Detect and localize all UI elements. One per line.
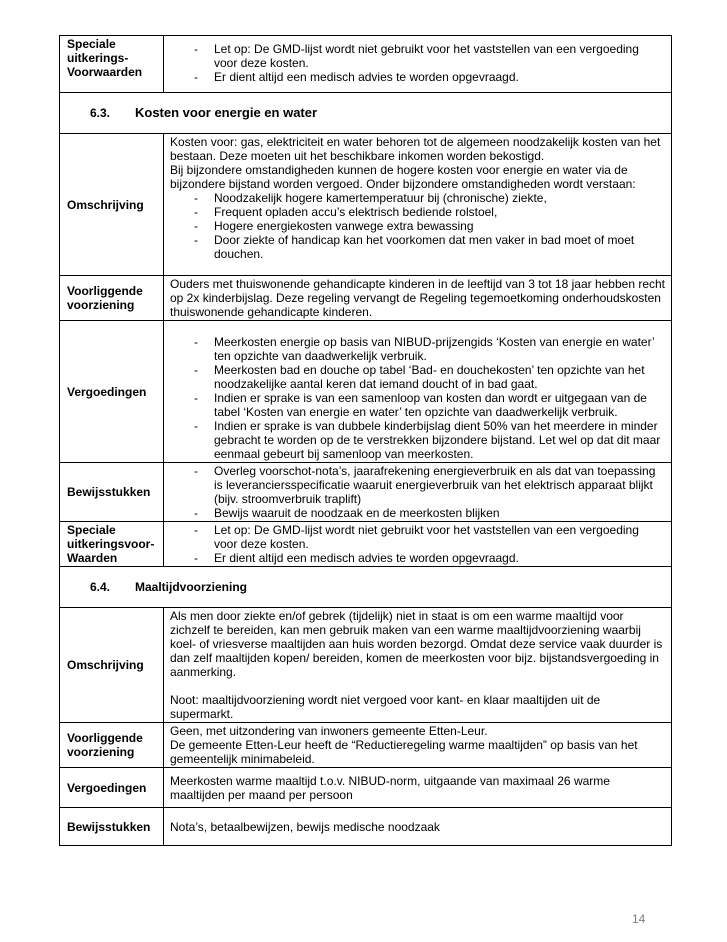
bullet-list: [170, 191, 665, 261]
label-line: voorziening: [67, 745, 135, 759]
row-content: [164, 522, 672, 567]
list-item: - Indien er sprake is van een samenloop van kosten dan wordt er uitgegaan van de tabel ‘Kosten van energie en water’ ten opzichte van daadwerkelijk verbruik.: [170, 391, 665, 419]
row-omschrijving-6-4: [60, 608, 672, 723]
section-title: Kosten voor energie en water: [135, 105, 318, 120]
row-label: [60, 276, 164, 321]
section-number: 6.3.: [90, 106, 111, 120]
row-voorliggende-6-4: [60, 723, 672, 768]
row-content: [164, 36, 672, 93]
bullet-list: [170, 335, 665, 461]
page-number: 14: [632, 912, 646, 926]
label-line: Speciale: [67, 37, 116, 51]
row-content: [164, 463, 672, 522]
list-item: - Meerkosten bad en douche op tabel ‘Bad- en douchekosten’ ten opzichte van het noodzakelijke aantal keren dat iemand doucht of in bad gaat.: [170, 363, 665, 391]
list-item: - Frequent opladen accu’s elektrisch bediende rolstoel,: [170, 205, 665, 219]
bullet-list: [170, 523, 665, 565]
list-item: - Bewijs waaruit de noodzaak en de meerkosten blijken: [170, 506, 665, 520]
list-item: - Er dient altijd een medisch advies te worden opgevraagd.: [170, 551, 665, 565]
row-label: Vergoedingen: [60, 321, 164, 463]
list-item: - Indien er sprake is van dubbele kinderbijslag dient 50% van het meerdere in minder gebracht te worden op de te verstrekken bijzondere bijstand. Let wel op dat dit maar eenmaal gebeurt bij samenloop van meerkosten.: [170, 419, 665, 461]
label-line: uitkerings-: [67, 51, 129, 65]
paragraph: Bij bijzondere omstandigheden kunnen de hogere kosten voor energie en water via de bijzondere bijstand worden vergoed. Onder bijzondere omstandigheden wordt verstaan:: [170, 163, 636, 191]
row-vergoedingen-6-4: [60, 768, 672, 808]
list-item: - Door ziekte of handicap kan het voorkomen dat men vaker in bad moet of moet douchen.: [170, 233, 665, 261]
section-heading: [60, 93, 672, 134]
row-content: Meerkosten warme maaltijd t.o.v. NIBUD-norm, uitgaande van maximaal 26 warme maaltijden per maand per persoon: [164, 768, 672, 808]
section-header-6-3: [60, 93, 672, 134]
label-line: Waarden: [67, 551, 118, 565]
row-voorliggende-6-3: [60, 276, 672, 321]
label-line: Speciale: [67, 523, 116, 537]
spacer: [170, 679, 665, 693]
paragraph: De gemeente Etten-Leur heeft de “Reductieregeling warme maaltijden” op basis van het gemeentelijk minimabeleid.: [170, 738, 638, 766]
list-item: - Noodzakelijk hogere kamertemperatuur bij (chronische) ziekte,: [170, 191, 665, 205]
label-line: uitkeringsvoor-: [67, 537, 155, 551]
row-content: [164, 134, 672, 276]
list-item: - Hogere energiekosten vanwege extra bewassing: [170, 219, 665, 233]
row-label: Bewijsstukken: [60, 463, 164, 522]
section-number: 6.4.: [90, 580, 111, 594]
label-line: Voorliggende: [67, 731, 143, 745]
regulations-table: [59, 35, 672, 846]
row-label: [60, 522, 164, 567]
row-label: [60, 723, 164, 768]
list-item: - Let op: De GMD-lijst wordt niet gebruikt voor het vaststellen van een vergoeding voor deze kosten.: [170, 523, 665, 551]
label-line: voorziening: [67, 298, 135, 312]
row-content: [164, 723, 672, 768]
section-title: Maaltijdvoorziening: [135, 580, 248, 594]
note: Noot: maaltijdvoorziening wordt niet vergoed voor kant- en klaar maaltijden uit de supermarkt.: [170, 693, 601, 721]
bullet-list: [170, 464, 665, 520]
row-label: Vergoedingen: [60, 768, 164, 808]
row-content: [164, 608, 672, 723]
row-content: [164, 321, 672, 463]
row-omschrijving-6-3: [60, 134, 672, 276]
label-line: Voorliggende: [67, 284, 143, 298]
section-header-6-4: [60, 567, 672, 608]
row-bewijsstukken-6-3: [60, 463, 672, 522]
row-label: [60, 36, 164, 93]
label-line: Voorwaarden: [67, 65, 143, 79]
list-item: - Let op: De GMD-lijst wordt niet gebruikt voor het vaststellen van een vergoeding voor deze kosten.: [170, 42, 665, 70]
row-content: Ouders met thuiswonende gehandicapte kinderen in de leeftijd van 3 tot 18 jaar hebben recht op 2x kinderbijslag. Deze regeling vervangt de Regeling tegemoetkoming onderhoudskosten thuiswonende gehandicapte kinderen.: [164, 276, 672, 321]
row-bewijsstukken-6-4: [60, 808, 672, 846]
row-label: Omschrijving: [60, 134, 164, 276]
row-speciale-voorwaarden-6-3: [60, 522, 672, 567]
row-label: Bewijsstukken: [60, 808, 164, 846]
paragraph: Geen, met uitzondering van inwoners gemeente Etten-Leur.: [170, 724, 488, 738]
row-content: Nota’s, betaalbewijzen, bewijs medische noodzaak: [164, 808, 672, 846]
bullet-list: [170, 42, 665, 84]
section-heading: [60, 567, 672, 608]
row-vergoedingen-6-3: [60, 321, 672, 463]
list-item: - Er dient altijd een medisch advies te worden opgevraagd.: [170, 70, 665, 84]
list-item: - Meerkosten energie op basis van NIBUD-prijzengids ‘Kosten van energie en water’ ten opzichte van daadwerkelijk verbruik.: [170, 335, 665, 363]
list-item: - Overleg voorschot-nota’s, jaarafrekening energieverbruik en als dat van toepassing is leveranciersspecificatie waaruit energieverbruik van het elektrisch apparaat blijkt (bijv. stroomverbruik traplift): [170, 464, 665, 506]
paragraph: Kosten voor: gas, elektriciteit en water behoren tot de algemeen noodzakelijk kosten van het bestaan. Deze moeten uit het beschikbare inkomen worden bekostigd.: [170, 135, 661, 163]
row-speciale-voorwaarden-prev: [60, 36, 672, 93]
row-label: Omschrijving: [60, 608, 164, 723]
paragraph: Als men door ziekte en/of gebrek (tijdelijk) niet in staat is om een warme maaltijd voor zichzelf te bereiden, kan men gebruik maken van een warme maaltijdvoorziening waarbij koel- of vriesverse maaltijden aan huis worden bezorgd. Omdat deze service vaak duurder is dan zelf maaltijden kopen/ bereiden, komen de meerkosten voor bijz. bijstandsvergoeding in aanmerking.: [170, 609, 663, 679]
